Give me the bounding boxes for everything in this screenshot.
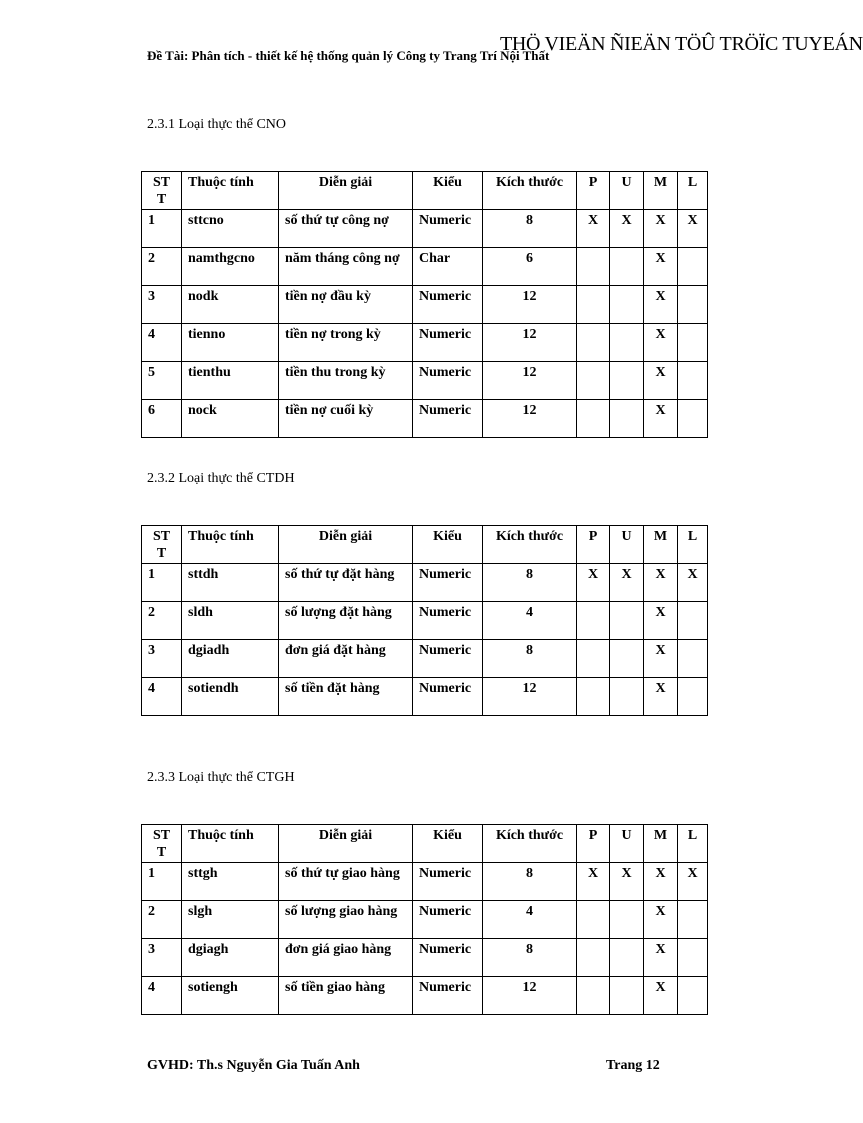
header-col-description: Diễn giải xyxy=(279,172,413,210)
cell-col-size: 8 xyxy=(483,939,577,977)
cell-col-m: X xyxy=(644,977,678,1015)
header-col-u: U xyxy=(610,172,644,210)
cell-col-description: số tiền đặt hàng xyxy=(279,678,413,716)
table-header-row xyxy=(142,172,708,210)
header-col-size: Kích thước xyxy=(483,172,577,210)
cell-col-description: số thứ tự công nợ xyxy=(279,210,413,248)
cell-col-stt: 3 xyxy=(142,286,182,324)
cell-col-u xyxy=(610,901,644,939)
cell-col-p xyxy=(577,400,610,438)
cell-col-u xyxy=(610,324,644,362)
cell-col-description: tiền thu trong kỳ xyxy=(279,362,413,400)
cell-col-size: 12 xyxy=(483,362,577,400)
cell-col-description: đơn giá đặt hàng xyxy=(279,640,413,678)
table-row xyxy=(142,248,708,286)
cell-col-description: số tiền giao hàng xyxy=(279,977,413,1015)
cell-col-m: X xyxy=(644,901,678,939)
cell-col-p xyxy=(577,678,610,716)
cell-col-l xyxy=(678,977,708,1015)
cell-col-u: X xyxy=(610,210,644,248)
cell-col-stt: 1 xyxy=(142,210,182,248)
cell-col-m: X xyxy=(644,939,678,977)
cell-col-l: X xyxy=(678,863,708,901)
cell-col-attribute: nodk xyxy=(182,286,279,324)
cell-col-u xyxy=(610,939,644,977)
entity-table-ctdh xyxy=(141,525,708,716)
header-col-type: Kiểu xyxy=(413,825,483,863)
cell-col-type: Char xyxy=(413,248,483,286)
header-col-type: Kiểu xyxy=(413,526,483,564)
cell-col-m: X xyxy=(644,286,678,324)
header-col-p: P xyxy=(577,825,610,863)
cell-col-stt: 4 xyxy=(142,678,182,716)
header-col-m: M xyxy=(644,526,678,564)
cell-col-m: X xyxy=(644,678,678,716)
cell-col-p xyxy=(577,640,610,678)
cell-col-m: X xyxy=(644,324,678,362)
cell-col-l xyxy=(678,362,708,400)
cell-col-type: Numeric xyxy=(413,324,483,362)
cell-col-l xyxy=(678,286,708,324)
table-header-row xyxy=(142,825,708,863)
watermark-text: THÖ VIEÄN ÑIEÄN TÖÛ TRÖÏC TUYEÁN xyxy=(500,33,863,55)
header-col-m: M xyxy=(644,825,678,863)
cell-col-description: số lượng đặt hàng xyxy=(279,602,413,640)
cell-col-l xyxy=(678,678,708,716)
cell-col-type: Numeric xyxy=(413,400,483,438)
header-col-p: P xyxy=(577,526,610,564)
table-row xyxy=(142,210,708,248)
cell-col-m: X xyxy=(644,210,678,248)
cell-col-u xyxy=(610,602,644,640)
cell-col-attribute: sotiendh xyxy=(182,678,279,716)
table-row xyxy=(142,286,708,324)
cell-col-size: 4 xyxy=(483,602,577,640)
cell-col-size: 12 xyxy=(483,286,577,324)
table-row xyxy=(142,863,708,901)
cell-col-stt: 1 xyxy=(142,863,182,901)
header-col-p: P xyxy=(577,172,610,210)
cell-col-m: X xyxy=(644,640,678,678)
cell-col-u xyxy=(610,362,644,400)
cell-col-attribute: namthgcno xyxy=(182,248,279,286)
cell-col-stt: 6 xyxy=(142,400,182,438)
cell-col-type: Numeric xyxy=(413,286,483,324)
table-row xyxy=(142,640,708,678)
cell-col-u xyxy=(610,248,644,286)
cell-col-type: Numeric xyxy=(413,210,483,248)
header-col-attribute: Thuộc tính xyxy=(182,825,279,863)
header-col-l: L xyxy=(678,526,708,564)
cell-col-size: 12 xyxy=(483,977,577,1015)
footer-instructor: GVHD: Th.s Nguyễn Gia Tuấn Anh xyxy=(147,1058,360,1073)
cell-col-attribute: tienno xyxy=(182,324,279,362)
cell-col-l xyxy=(678,400,708,438)
header-col-u: U xyxy=(610,825,644,863)
cell-col-p xyxy=(577,977,610,1015)
table-row xyxy=(142,362,708,400)
header-col-size: Kích thước xyxy=(483,526,577,564)
header-col-description: Diễn giải xyxy=(279,526,413,564)
header-col-description: Diễn giải xyxy=(279,825,413,863)
cell-col-size: 12 xyxy=(483,400,577,438)
cell-col-stt: 3 xyxy=(142,939,182,977)
table-header-row xyxy=(142,526,708,564)
cell-col-size: 12 xyxy=(483,678,577,716)
cell-col-size: 8 xyxy=(483,640,577,678)
cell-col-attribute: sotiengh xyxy=(182,977,279,1015)
entity-table-ctgh xyxy=(141,824,708,1015)
cell-col-l xyxy=(678,640,708,678)
cell-col-stt: 2 xyxy=(142,248,182,286)
cell-col-size: 12 xyxy=(483,324,577,362)
cell-col-attribute: sttcno xyxy=(182,210,279,248)
cell-col-stt: 2 xyxy=(142,602,182,640)
cell-col-u xyxy=(610,977,644,1015)
cell-col-u xyxy=(610,400,644,438)
cell-col-m: X xyxy=(644,863,678,901)
cell-col-type: Numeric xyxy=(413,977,483,1015)
cell-col-m: X xyxy=(644,564,678,602)
cell-col-stt: 2 xyxy=(142,901,182,939)
cell-col-p xyxy=(577,324,610,362)
cell-col-p xyxy=(577,286,610,324)
cell-col-l xyxy=(678,901,708,939)
cell-col-type: Numeric xyxy=(413,863,483,901)
cell-col-l: X xyxy=(678,210,708,248)
cell-col-description: năm tháng công nợ xyxy=(279,248,413,286)
section-title-ctgh: 2.3.3 Loại thực thể CTGH xyxy=(147,770,295,785)
cell-col-stt: 1 xyxy=(142,564,182,602)
header-col-type: Kiểu xyxy=(413,172,483,210)
cell-col-p: X xyxy=(577,564,610,602)
cell-col-attribute: dgiadh xyxy=(182,640,279,678)
cell-col-size: 8 xyxy=(483,564,577,602)
table-row xyxy=(142,678,708,716)
header-col-stt: ST T xyxy=(142,825,182,863)
cell-col-u: X xyxy=(610,564,644,602)
cell-col-attribute: slgh xyxy=(182,901,279,939)
cell-col-l xyxy=(678,324,708,362)
cell-col-p: X xyxy=(577,210,610,248)
cell-col-description: tiền nợ cuối kỳ xyxy=(279,400,413,438)
table-row xyxy=(142,324,708,362)
cell-col-m: X xyxy=(644,602,678,640)
cell-col-type: Numeric xyxy=(413,602,483,640)
cell-col-size: 8 xyxy=(483,210,577,248)
table-row xyxy=(142,564,708,602)
cell-col-attribute: nock xyxy=(182,400,279,438)
cell-col-type: Numeric xyxy=(413,678,483,716)
cell-col-stt: 5 xyxy=(142,362,182,400)
cell-col-description: số thứ tự đặt hàng xyxy=(279,564,413,602)
cell-col-u xyxy=(610,286,644,324)
cell-col-attribute: sldh xyxy=(182,602,279,640)
cell-col-type: Numeric xyxy=(413,640,483,678)
cell-col-l: X xyxy=(678,564,708,602)
cell-col-l xyxy=(678,602,708,640)
header-col-attribute: Thuộc tính xyxy=(182,172,279,210)
header-col-l: L xyxy=(678,172,708,210)
entity-table-cno xyxy=(141,171,708,438)
section-title-ctdh: 2.3.2 Loại thực thể CTDH xyxy=(147,471,295,486)
table-row xyxy=(142,602,708,640)
table-row xyxy=(142,977,708,1015)
table-row xyxy=(142,901,708,939)
cell-col-description: số thứ tự giao hàng xyxy=(279,863,413,901)
page-header: Đề Tài: Phân tích - thiết kế hệ thống quản lý Công ty Trang Trí Nội Thất xyxy=(147,48,550,63)
cell-col-u: X xyxy=(610,863,644,901)
cell-col-p xyxy=(577,939,610,977)
cell-col-attribute: tienthu xyxy=(182,362,279,400)
cell-col-l xyxy=(678,939,708,977)
cell-col-description: tiền nợ đầu kỳ xyxy=(279,286,413,324)
header-col-l: L xyxy=(678,825,708,863)
table-row xyxy=(142,939,708,977)
header-col-u: U xyxy=(610,526,644,564)
cell-col-m: X xyxy=(644,248,678,286)
section-title-cno: 2.3.1 Loại thực thể CNO xyxy=(147,117,287,132)
cell-col-description: số lượng giao hàng xyxy=(279,901,413,939)
cell-col-type: Numeric xyxy=(413,564,483,602)
header-col-attribute: Thuộc tính xyxy=(182,526,279,564)
cell-col-l xyxy=(678,248,708,286)
cell-col-u xyxy=(610,678,644,716)
cell-col-attribute: sttgh xyxy=(182,863,279,901)
cell-col-size: 8 xyxy=(483,863,577,901)
cell-col-u xyxy=(610,640,644,678)
cell-col-p: X xyxy=(577,863,610,901)
header-col-stt: ST T xyxy=(142,172,182,210)
cell-col-description: tiền nợ trong kỳ xyxy=(279,324,413,362)
cell-col-p xyxy=(577,901,610,939)
cell-col-stt: 4 xyxy=(142,324,182,362)
footer-page-number: Trang 12 xyxy=(606,1058,660,1073)
header-col-m: M xyxy=(644,172,678,210)
cell-col-attribute: sttdh xyxy=(182,564,279,602)
cell-col-attribute: dgiagh xyxy=(182,939,279,977)
cell-col-type: Numeric xyxy=(413,362,483,400)
cell-col-type: Numeric xyxy=(413,901,483,939)
cell-col-m: X xyxy=(644,362,678,400)
cell-col-stt: 4 xyxy=(142,977,182,1015)
cell-col-stt: 3 xyxy=(142,640,182,678)
cell-col-description: đơn giá giao hàng xyxy=(279,939,413,977)
cell-col-size: 6 xyxy=(483,248,577,286)
header-col-stt: ST T xyxy=(142,526,182,564)
cell-col-type: Numeric xyxy=(413,939,483,977)
cell-col-m: X xyxy=(644,400,678,438)
header-col-size: Kích thước xyxy=(483,825,577,863)
cell-col-p xyxy=(577,602,610,640)
table-row xyxy=(142,400,708,438)
cell-col-p xyxy=(577,248,610,286)
cell-col-size: 4 xyxy=(483,901,577,939)
cell-col-p xyxy=(577,362,610,400)
